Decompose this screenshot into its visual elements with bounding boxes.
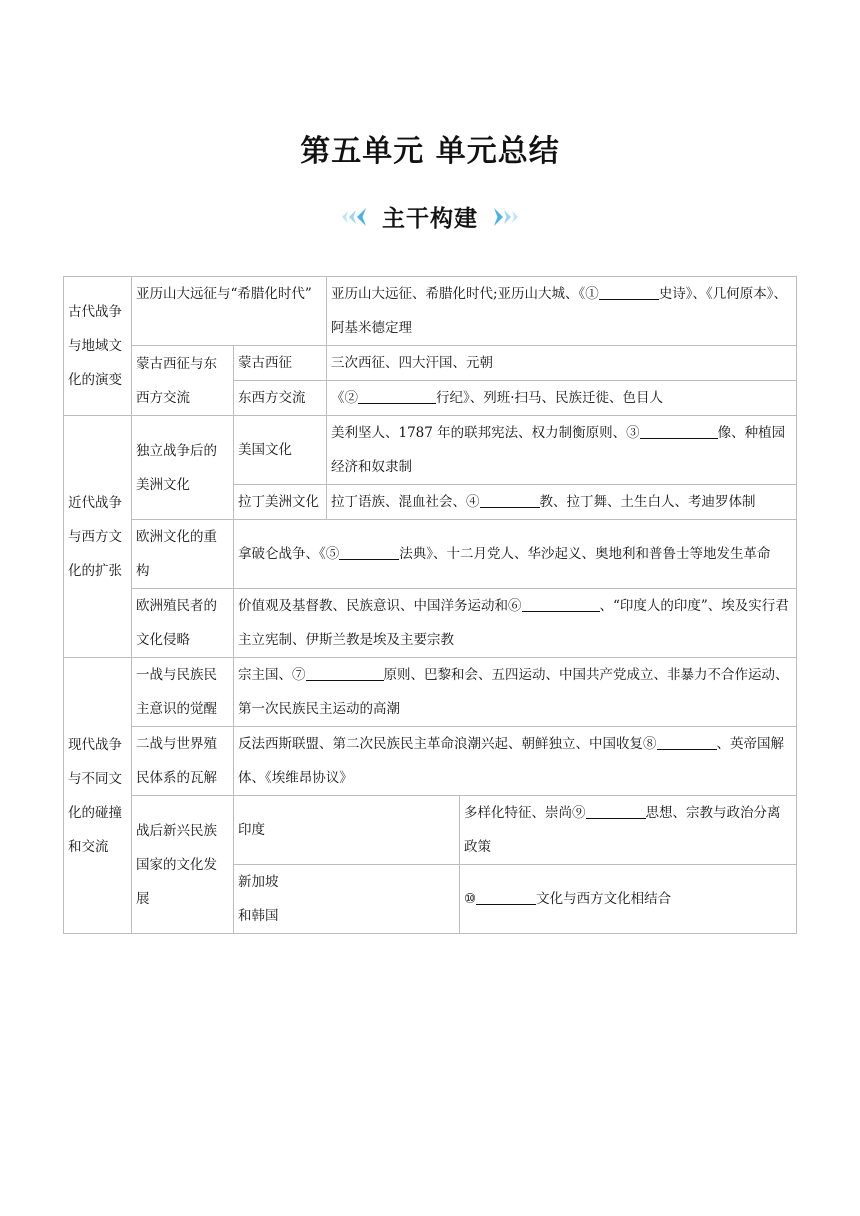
topic-cell: 二战与世界殖民体系的瓦解 [132, 727, 234, 796]
content-cell: 多样化特征、崇尚⑨ 思想、宗教与政治分离政策 [460, 796, 797, 865]
content-cell: 拿破仑战争、《⑤ 法典》、十二月党人、华沙起义、奥地利和普鲁士等地发生革命 [234, 520, 797, 589]
blank-4 [480, 487, 540, 508]
blank-9 [586, 798, 646, 819]
blank-6 [522, 591, 600, 612]
section-label-modern: 近代战争与西方文化的扩张 [64, 416, 132, 658]
table-row [64, 727, 797, 796]
content-cell: 拉丁语族、混血社会、④ 教、拉丁舞、土生白人、考迪罗体制 [327, 485, 797, 520]
content-cell: 亚历山大远征、希腊化时代;亚历山大城、《① 史诗》、《几何原本》、阿基米德定理 [327, 277, 797, 346]
sub-topic-cell: 拉丁美洲文化 [234, 485, 327, 520]
content-cell: 宗主国、⑦ 原则、巴黎和会、五四运动、中国共产党成立、非暴力不合作运动、第一次民族民主运动的高潮 [234, 658, 797, 727]
sub-topic-cell: 印度 [234, 796, 460, 865]
sub-topic-cell: 东西方交流 [234, 381, 327, 416]
table-row [64, 796, 797, 865]
table-row [64, 416, 797, 485]
section-subtitle: 主干构建 [382, 206, 478, 232]
blank-8 [657, 729, 717, 750]
content-cell: ⑩ 文化与西方文化相结合 [460, 865, 797, 934]
content-cell: 三次西征、四大汗国、元朝 [327, 346, 797, 381]
table-row [64, 658, 797, 727]
table-row [64, 520, 797, 589]
blank-10 [476, 884, 536, 905]
right-chevrons-icon [492, 207, 520, 227]
section-label-contemporary: 现代战争与不同文化的碰撞和交流 [64, 658, 132, 934]
blank-5 [339, 539, 399, 560]
topic-cell: 一战与民族民主意识的觉醒 [132, 658, 234, 727]
sub-topic-cell: 新加坡 和韩国 [234, 865, 460, 934]
section-label-ancient: 古代战争与地域文化的演变 [64, 277, 132, 416]
table-row [64, 589, 797, 658]
blank-7 [306, 660, 384, 681]
group-cell: 独立战争后的美洲文化 [132, 416, 234, 520]
group-cell: 战后新兴民族国家的文化发展 [132, 796, 234, 934]
sub-topic-cell: 美国文化 [234, 416, 327, 485]
page-title: 第五单元 单元总结 [300, 134, 560, 169]
blank-1 [599, 279, 659, 300]
blank-2 [358, 383, 436, 404]
table-row [64, 346, 797, 381]
content-cell: 价值观及基督教、民族意识、中国洋务运动和⑥ 、“印度人的印度”、埃及实行君主立宪制、伊斯兰教是埃及主要宗教 [234, 589, 797, 658]
topic-cell: 欧洲殖民者的文化侵略 [132, 589, 234, 658]
topic-cell: 亚历山大远征与“希腊化时代” [132, 277, 327, 346]
sub-topic-cell: 蒙古西征 [234, 346, 327, 381]
content-cell: 美利坚人、1787 年的联邦宪法、权力制衡原则、③ 像、种植园经济和奴隶制 [327, 416, 797, 485]
table-row [64, 277, 797, 346]
left-chevrons-icon [340, 207, 368, 227]
content-cell: 《② 行纪》、列班·扫马、民族迁徙、色目人 [327, 381, 797, 416]
group-cell: 蒙古西征与东西方交流 [132, 346, 234, 416]
summary-table [63, 276, 797, 934]
blank-3 [640, 418, 718, 439]
content-cell: 反法西斯联盟、第二次民族民主革命浪潮兴起、朝鲜独立、中国收复⑧ 、英帝国解体、《埃维昂协议》 [234, 727, 797, 796]
subtitle-banner [0, 200, 860, 233]
topic-cell: 欧洲文化的重构 [132, 520, 234, 589]
